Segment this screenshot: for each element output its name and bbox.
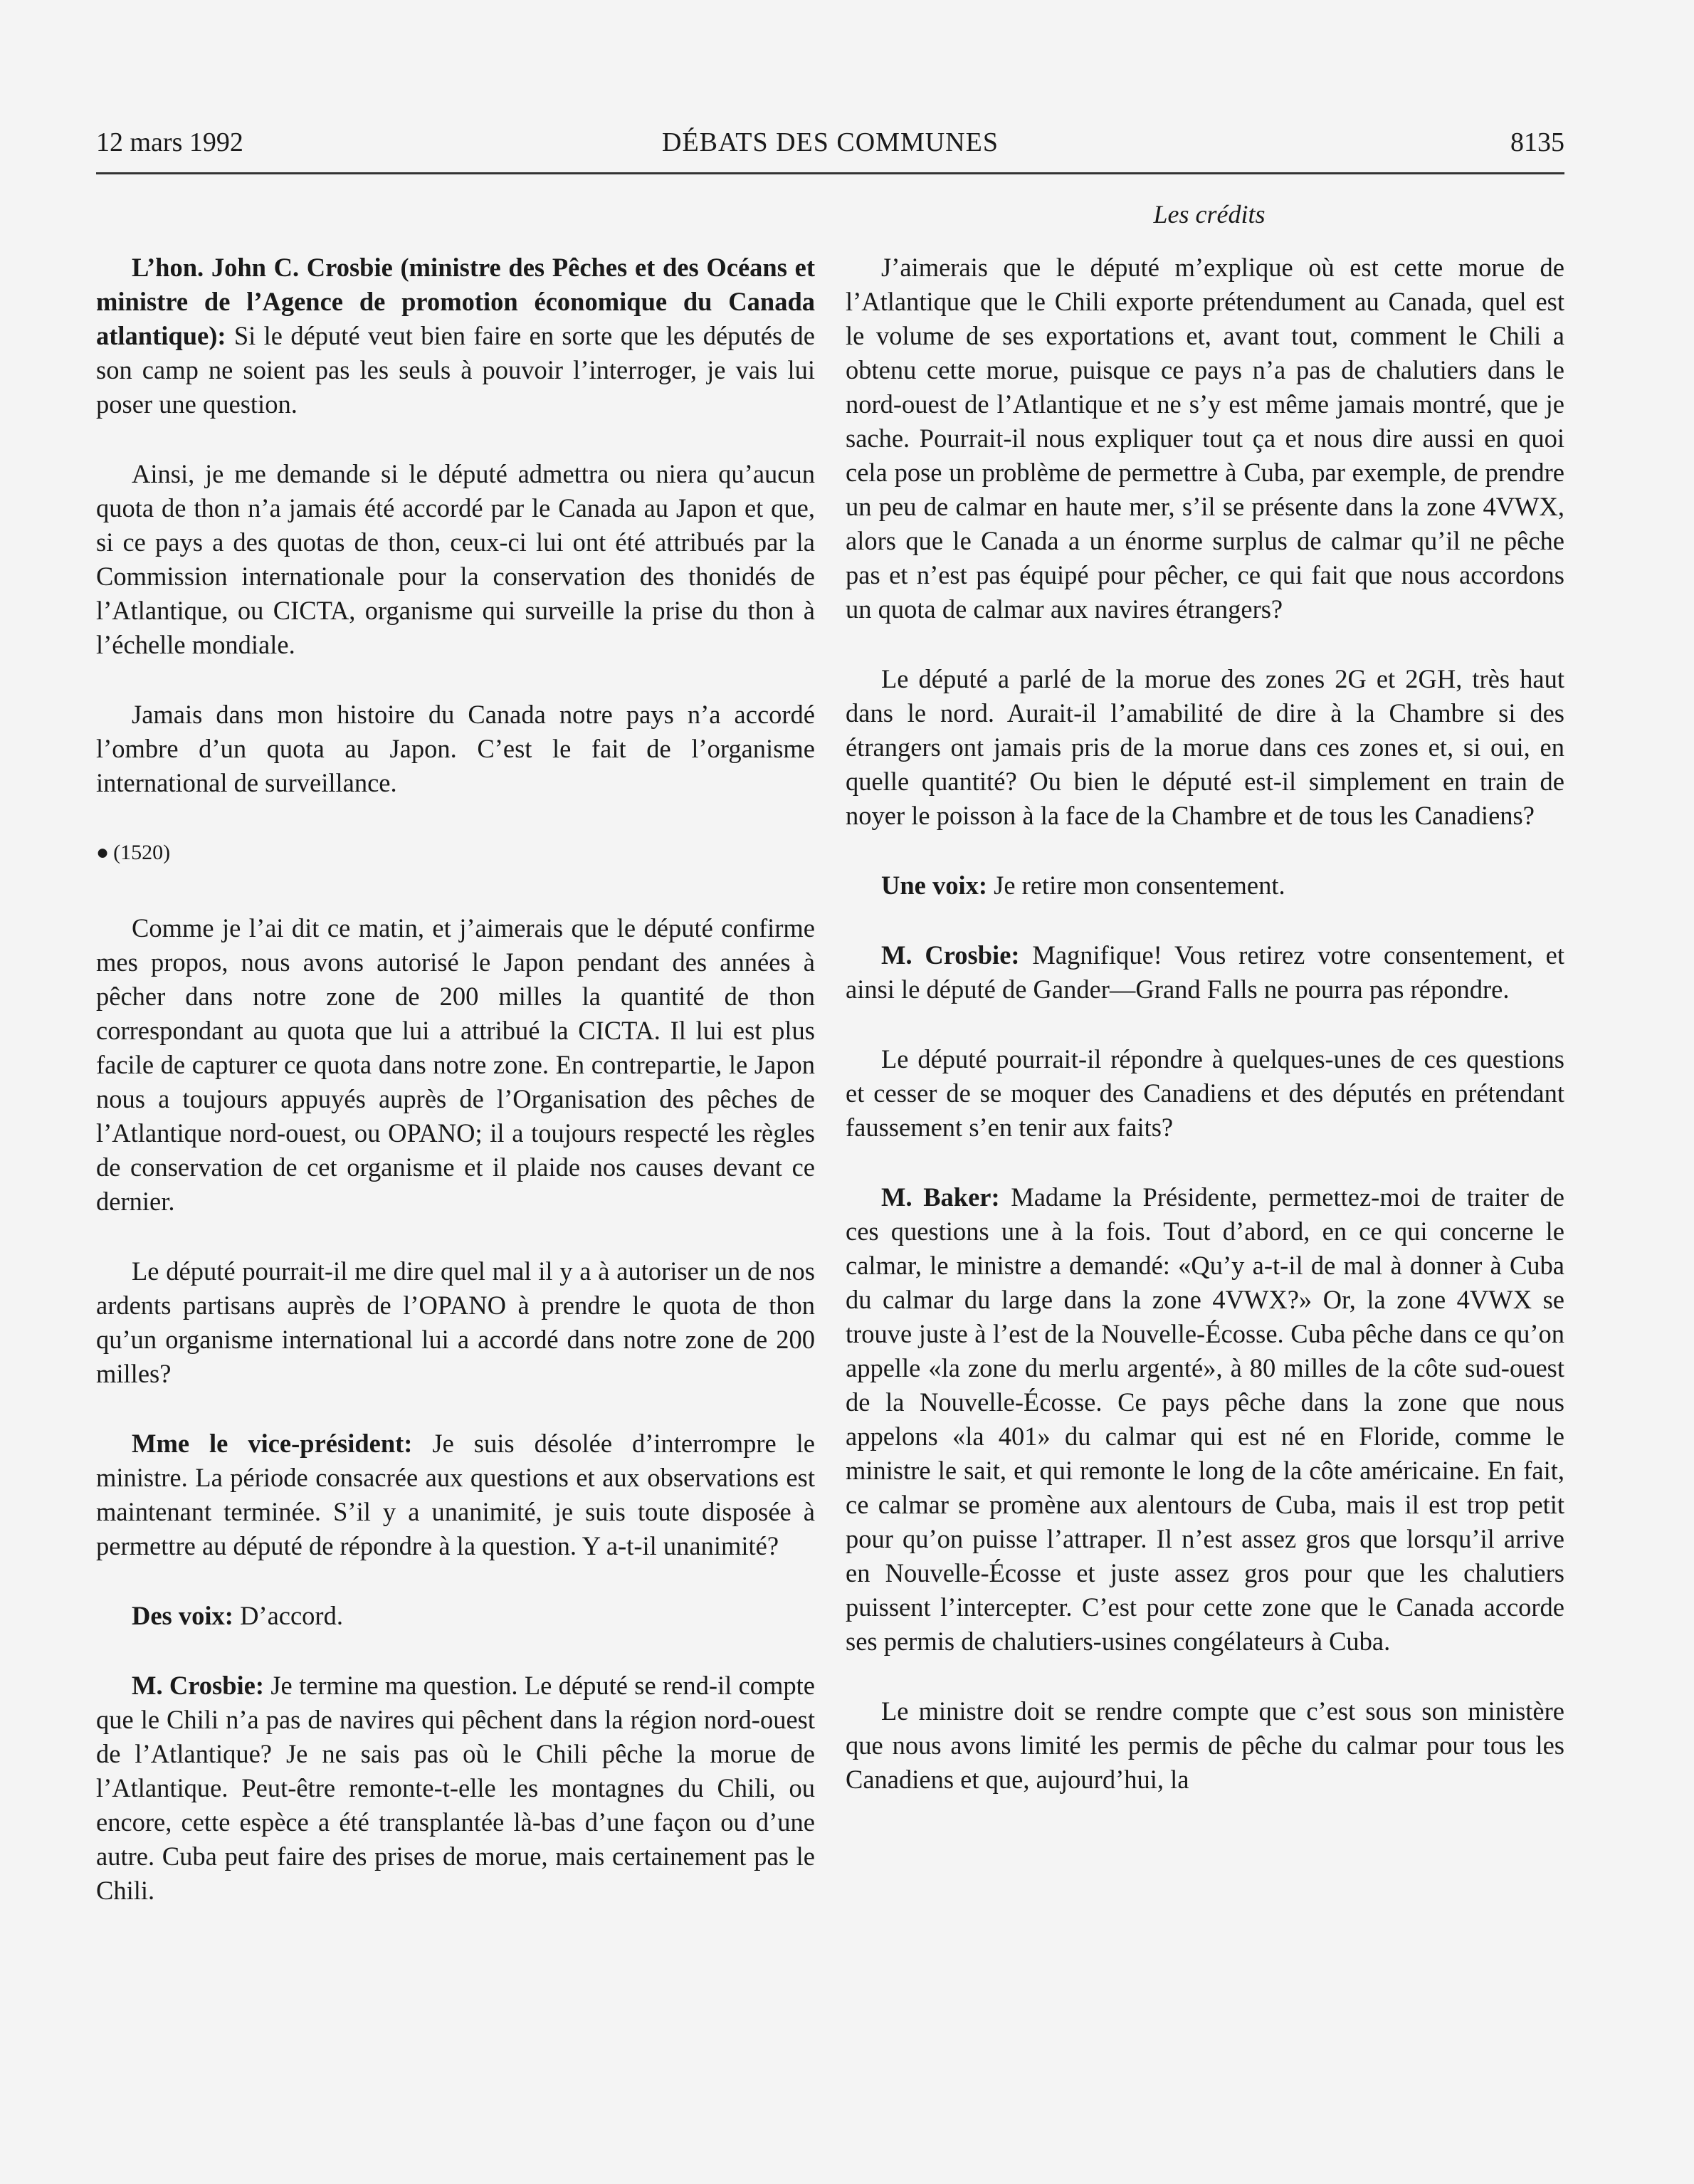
paragraph: [96, 1669, 815, 1908]
paragraph: [96, 698, 815, 800]
paragraph: [96, 1599, 815, 1633]
paragraph-text: D’accord.: [233, 1601, 343, 1630]
left-column-part-1: [96, 251, 815, 800]
paragraph-text: Madame la Présidente, permettez-moi de traiter de ces questions une à la fois. Tout d’abord, en ce qui concerne le calmar, le ministre a demandé: «Qu’y a-t-il de mal à donner à Cuba du calmar du large dans la zone 4VWX?» Or, la zone 4VWX se trouve juste à l’est de la Nouvelle-Écosse. Cuba pêche dans ce qu’on appelle «la zone du merlu argenté», à 80 milles de la côte sud-ouest de la Nouvelle-Écosse. Ce pays pêche dans la zone que nous appelons «la 401» du calmar qui est né en Floride, comme le ministre le sait, et qui remonte le long de la côte américaine. En fait, ce calmar se promène aux alentours de Cuba, mais il est trop petit pour qu’on puisse l’attraper. Il n’est assez gros que lorsqu’il arrive en Nouvelle-Écosse et juste assez gros pour que les chalutiers puissent l’intercepter. C’est pour cette zone que le Canada accorde ses permis de chalutiers-usines congélateurs à Cuba.: [846, 1182, 1564, 1656]
paragraph: [846, 662, 1564, 833]
speaker-name: M. Crosbie:: [881, 940, 1020, 970]
section-subhead: Les crédits: [1153, 200, 1266, 229]
paragraph-text: Ainsi, je me demande si le député admettra ou niera qu’aucun quota de thon n’a jamais été accordé par le Canada au Japon et que, si ce pays a des quotas de thon, ceux-ci lui ont été attribués par la Commission internationale pour la conservation des thonidés de l’Atlantique, ou CICTA, organisme qui surveille la prise du thon à l’échelle mondiale.: [96, 459, 815, 659]
paragraph: [846, 938, 1564, 1007]
paragraph-text: Le député pourrait-il me dire quel mal il y a à autoriser un de nos ardents partisans auprès de l’OPANO à prendre le quota de thon qu’un organisme international lui a accordé dans notre zone de 200 milles?: [96, 1256, 815, 1388]
paragraph: [846, 868, 1564, 903]
speaker-name: Une voix:: [881, 871, 988, 900]
paragraph: [96, 1427, 815, 1563]
paragraph-text: Je termine ma question. Le député se rend-il compte que le Chili n’a pas de navires qui pêchent dans la région nord-ouest de l’Atlantique? Je ne sais pas où le Chili pêche la morue de l’Atlantique. Peut-être remonte-t-elle les montagnes du Chili, ou encore, cette espèce a été transplantée là-bas d’une façon ou d’une autre. Cuba peut faire des prises de morue, mais certainement pas le Chili.: [96, 1671, 816, 1905]
paragraph-text: Comme je l’ai dit ce matin, et j’aimerais que le député confirme mes propos, nous avons autorisé le Japon pendant des années à pêcher dans notre zone de 200 milles la quantité de thon correspondant au quota que lui a attribué la CICTA. Il lui est plus facile de capturer ce quota dans notre zone. En contrepartie, le Japon nous a toujours appuyés auprès de l’Organisation des pêches de l’Atlantique nord-ouest, ou OPANO; il a toujours respecté les règles de conservation de cet organisme et il plaide nos causes devant ce dernier.: [96, 913, 815, 1216]
left-column: [96, 251, 815, 1943]
paragraph: [846, 251, 1564, 626]
speaker-name: Mme le vice-président:: [132, 1429, 413, 1458]
bullet-icon: ●: [96, 841, 110, 864]
paragraph-text: Magnifique! Vous retirez votre consentement, et ainsi le député de Gander—Grand Falls ne pourra pas répondre.: [846, 940, 1564, 1004]
paragraph-text: Je suis désolée d’interrompre le ministre. La période consacrée aux questions et aux observations est maintenant terminée. S’il y a unanimité, je suis toute disposée à permettre au député de répondre à la question. Y a-t-il unanimité?: [96, 1429, 816, 1560]
paragraph: [846, 1042, 1564, 1145]
header-date: 12 mars 1992: [96, 127, 243, 157]
paragraph: [846, 1180, 1564, 1659]
timestamp-text: (1520): [113, 841, 171, 864]
paragraph: [96, 251, 815, 421]
paragraph: [96, 457, 815, 662]
header-title: DÉBATS DES COMMUNES: [662, 127, 999, 157]
paragraph-text: Jamais dans mon histoire du Canada notre pays n’a accordé l’ombre d’un quota au Japon. C’est le fait de l’organisme international de surveillance.: [96, 700, 815, 797]
paragraph: [96, 911, 815, 1219]
paragraph-text: J’aimerais que le député m’explique où est cette morue de l’Atlantique que le Chili exporte prétendument au Canada, quel est le volume de ses exportations et, avant tout, comment le Chili a obtenu cette morue, puisque ce pays n’a pas de chalutiers dans le nord-ouest de l’Atlantique et ne s’y est même jamais montré, que je sache. Pourrait-il nous expliquer tout ça et nous dire aussi en quoi cela pose un problème de permettre à Cuba, par exemple, de prendre un peu de calmar en haute mer, s’il se présente dans la zone 4VWX, alors que le Canada a un énorme surplus de calmar qu’il ne pêche pas et n’est pas équipé pour pêcher, ce qui fait que nous accordons un quota de calmar aux navires étrangers?: [846, 253, 1564, 624]
right-column: [846, 251, 1564, 1832]
speaker-name: Des voix:: [132, 1601, 233, 1630]
paragraph: [96, 1254, 815, 1391]
paragraph-text: Le ministre doit se rendre compte que c’est sous son ministère que nous avons limité les permis de pêche du calmar pour tous les Canadiens et que, aujourd’hui, la: [846, 1696, 1564, 1794]
page-header: [96, 122, 1564, 174]
speaker-name: M. Crosbie:: [132, 1671, 265, 1700]
paragraph-text: Si le député veut bien faire en sorte que les députés de son camp ne soient pas les seuls à pouvoir l’interroger, je vais lui poser une question.: [96, 321, 815, 419]
right-column-content: [846, 251, 1564, 1797]
timestamp: [96, 836, 815, 870]
header-page-number: 8135: [1510, 127, 1564, 157]
paragraph-text: Le député pourrait-il répondre à quelques-unes de ces questions et cesser de se moquer des Canadiens et des députés en prétendant faussement s’en tenir aux faits?: [846, 1044, 1564, 1142]
speaker-name: L’hon. John C. Crosbie (ministre des Pêches et des Océans et ministre de l’Agence de promotion économique du Canada atlantique):: [96, 253, 815, 350]
paragraph-text: Je retire mon consentement.: [987, 871, 1285, 900]
paragraph-text: Le député a parlé de la morue des zones 2G et 2GH, très haut dans le nord. Aurait-il l’amabilité de dire à la Chambre si des étrangers ont jamais pris de la morue dans ces zones et, si oui, en quelle quantité? Ou bien le député est-il simplement en train de noyer le poisson à la face de la Chambre et de tous les Canadiens?: [846, 664, 1564, 830]
paragraph: [846, 1694, 1564, 1797]
left-column-part-2: [96, 911, 815, 1908]
speaker-name: M. Baker:: [881, 1182, 1000, 1212]
